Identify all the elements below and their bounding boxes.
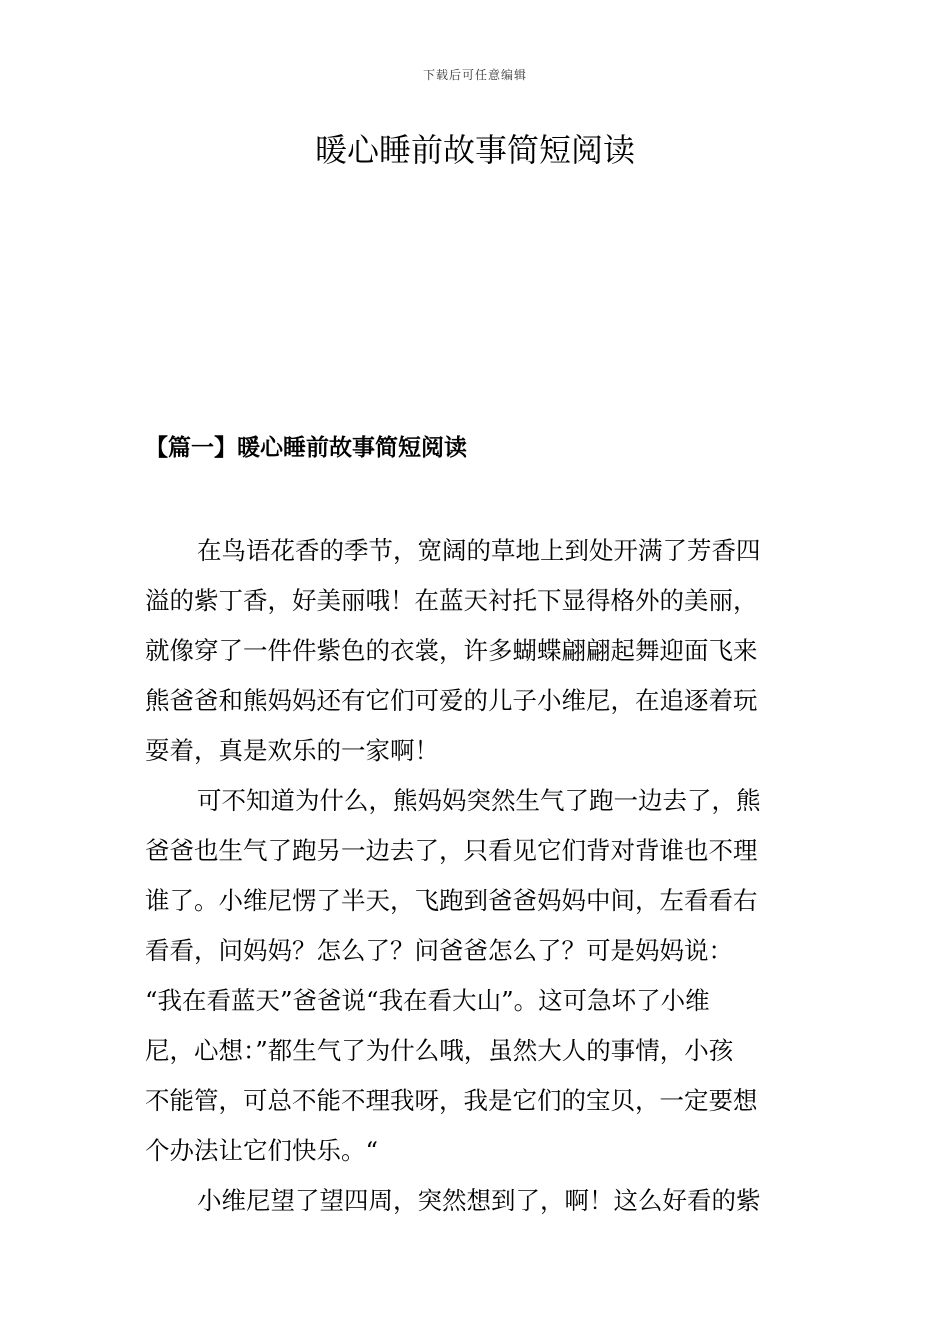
section-heading: 【篇一】暖心睡前故事简短阅读 — [145, 434, 467, 461]
text-line: 熊爸爸和熊妈妈还有它们可爱的儿子小维尼，在追逐着玩 — [145, 686, 758, 715]
text-line: 谁了。小维尼愣了半天，飞跑到爸爸妈妈中间，左看看右 — [145, 886, 758, 915]
text-line: 可不知道为什么，熊妈妈突然生气了跑一边去了，熊 — [197, 786, 761, 815]
text-line: 耍着，真是欢乐的一家啊！ — [145, 736, 439, 765]
text-line: 不能管，可总不能不理我呀，我是它们的宝贝，一定要想 — [145, 1086, 758, 1115]
text-line: “我在看蓝天”爸爸说“我在看大山”。这可急坏了小维 — [145, 986, 710, 1015]
text-line: 爸爸也生气了跑另一边去了，只看见它们背对背谁也不理 — [145, 836, 758, 865]
text-line: 就像穿了一件件紫色的衣裳，许多蝴蝶翩翩起舞迎面飞来 — [145, 636, 758, 665]
story-body — [145, 526, 805, 1226]
text-line: 在鸟语花香的季节，宽阔的草地上到处开满了芳香四 — [197, 536, 761, 565]
text-line: 小维尼望了望四周，突然想到了，啊！这么好看的紫 — [197, 1186, 761, 1215]
text-line: 看看，问妈妈？怎么了？问爸爸怎么了？可是妈妈说： — [145, 936, 733, 965]
text-line: 个办法让它们快乐。“ — [145, 1136, 379, 1165]
text-line: 溢的紫丁香，好美丽哦！在蓝天衬托下显得格外的美丽， — [145, 586, 758, 615]
text-line: 尼，心想：”都生气了为什么哦，虽然大人的事情，小孩 — [145, 1036, 734, 1065]
header-note: 下载后可任意编辑 — [422, 68, 527, 82]
document-title: 暖心睡前故事简短阅读 — [314, 131, 635, 169]
